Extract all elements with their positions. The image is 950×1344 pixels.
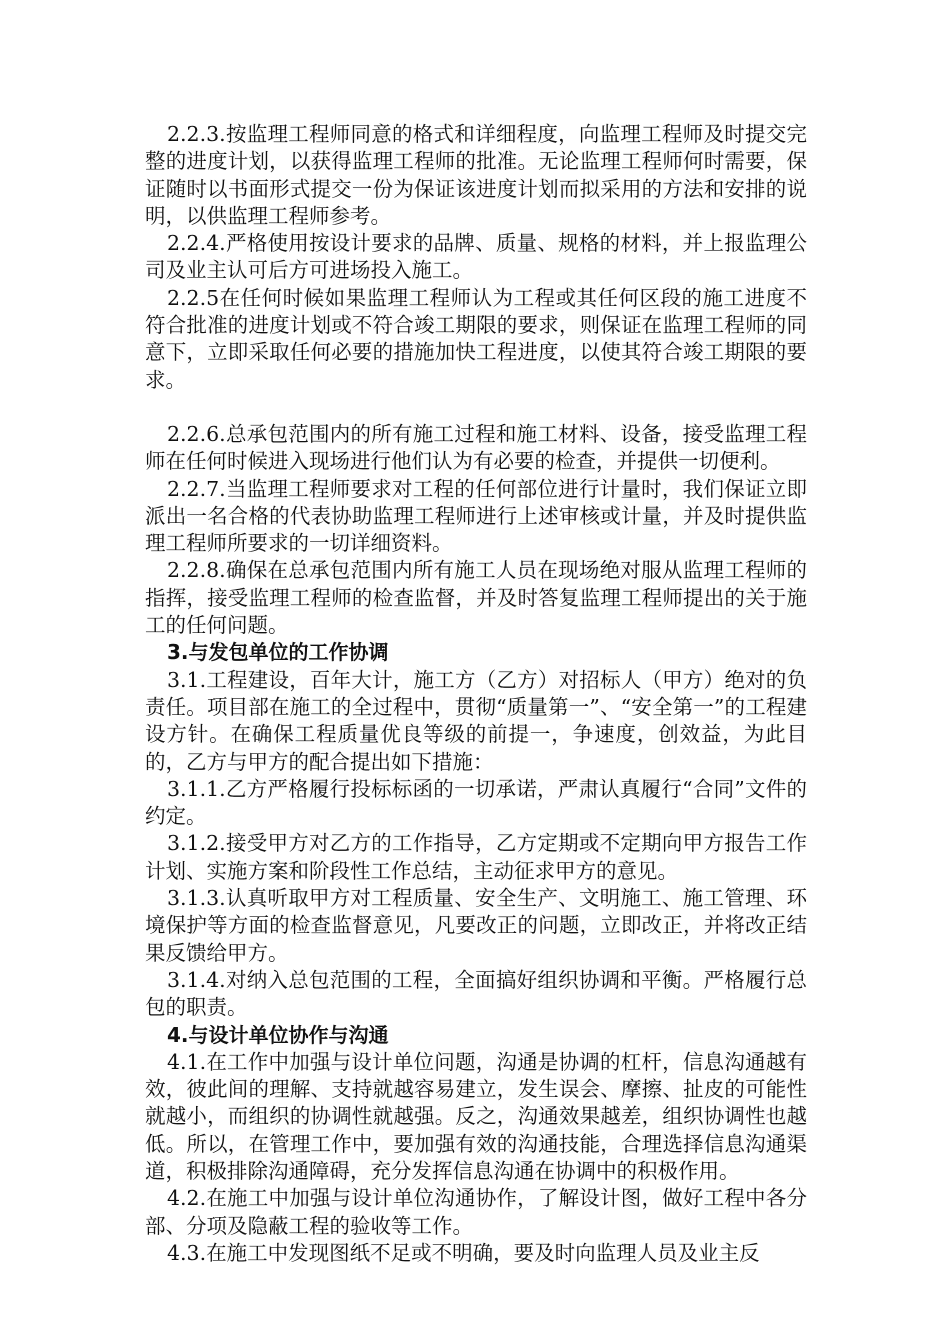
paragraph-3-1-4: 3.1.4.对纳入总包范围的工程，全面搞好组织协调和平衡。严格履行总包的职责。 [145, 967, 807, 1020]
paragraph-2-2-8: 2.2.8.确保在总承包范围内所有施工人员在现场绝对服从监理工程师的指挥，接受监理工程师的检查监督，并及时答复监理工程师提出的关于施工的任何问题。 [145, 558, 807, 638]
paragraph-2-2-4: 2.2.4.严格使用按设计要求的品牌、质量、规格的材料，并上报监理公司及业主认可后方可进场投入施工。 [145, 231, 807, 283]
paragraph-2-2-5: 2.2.5在任何时候如果监理工程师认为工程或其任何区段的施工进度不符合批准的进度计划或不符合竣工期限的要求，则保证在监理工程师的同意下，立即采取任何必要的措施加快工程进度，以使其符合竣工期限的要求。 [145, 285, 807, 392]
paragraph-3-1-2: 3.1.2.接受甲方对乙方的工作指导，乙方定期或不定期向甲方报告工作计划、实施方案和阶段性工作总结，主动征求甲方的意见。 [145, 831, 807, 883]
paragraph-2-2-6: 2.2.6.总承包范围内的所有施工过程和施工材料、设备，接受监理工程师在任何时候进入现场进行他们认为有必要的检查，并提供一切便利。 [145, 421, 807, 474]
paragraph-4-3: 4.3.在施工中发现图纸不足或不明确，要及时向监理人员及业主反 [167, 1240, 760, 1265]
paragraph-2-2-3: 2.2.3.按监理工程师同意的格式和详细程度，向监理工程师及时提交完整的进度计划，以获得监理工程师的批准。无论监理工程师何时需要，保证随时以书面形式提交一份为保证该进度计划而拟采用的方法和安排的说明，以供监理工程师参考。 [145, 122, 807, 228]
paragraph-3-1: 3.1.工程建设，百年大计，施工方（乙方）对招标人（甲方）绝对的负责任。项目部在施工的全过程中，贯彻“质量第一”、“安全第一”的工程建设方针。在确保工程质量优良等级的前提一，争速度，创效益，为此目的，乙方与甲方的配合提出如下措施： [145, 667, 807, 774]
paragraph-2-2-7: 2.2.7.当监理工程师要求对工程的任何部位进行计量时，我们保证立即派出一名合格的代表协助监理工程师进行上述审核或计量，并及时提供监理工程师所要求的一切详细资料。 [145, 476, 807, 556]
section-heading-4: 4.与设计单位协作与沟通 [167, 1022, 389, 1047]
paragraph-3-1-1: 3.1.1.乙方严格履行投标标函的一切承诺，严肃认真履行“合同”文件的约定。 [145, 776, 807, 829]
document-page [145, 121, 807, 1267]
section-heading-3: 3.与发包单位的工作协调 [167, 640, 389, 665]
paragraph-3-1-3: 3.1.3.认真听取甲方对工程质量、安全生产、文明施工、施工管理、环境保护等方面的检查监督意见，凡要改正的问题，立即改正，并将改正结果反馈给甲方。 [145, 886, 807, 965]
paragraph-4-1: 4.1.在工作中加强与设计单位问题，沟通是协调的杠杆，信息沟通越有效，彼此间的理解、支持就越容易建立，发生误会、摩擦、扯皮的可能性就越小，而组织的协调性就越强。反之，沟通效果越差，组织协调性也越低。所以，在管理工作中，要加强有效的沟通技能，合理选择信息沟通渠道，积极排除沟通障碍，充分发挥信息沟通在协调中的积极作用。 [145, 1049, 807, 1183]
paragraph-4-2: 4.2.在施工中加强与设计单位沟通协作，了解设计图，做好工程中各分部、分项及隐蔽工程的验收等工作。 [145, 1186, 807, 1238]
